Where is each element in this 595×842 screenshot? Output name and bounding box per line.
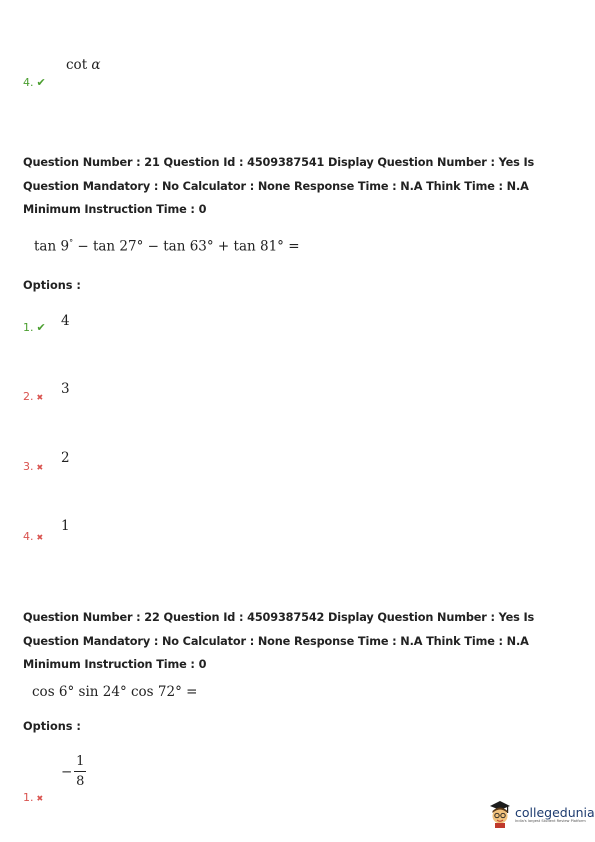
collegedunia-logo[interactable]: [488, 800, 595, 828]
cross-icon: ✖: [36, 463, 44, 472]
option-number: 4.: [23, 530, 34, 543]
question-21-header: Question Number : 21 Question Id : 4509387541 Display Question Number : Yes Is Question Mandatory : No Calculator : None Response Time : N.A Think Time : N.A Minimum Instruction Time : 0: [23, 156, 535, 216]
q21-option-3-value: 2: [61, 450, 70, 466]
prev-option-4-math: cot α: [66, 57, 101, 73]
check-icon: ✔: [36, 321, 46, 334]
cross-icon: ✖: [36, 794, 44, 803]
question-22-header: Question Number : 22 Question Id : 4509387542 Display Question Number : Yes Is Question Mandatory : No Calculator : None Response Time : N.A Think Time : N.A Minimum Instruction Time : 0: [23, 611, 535, 671]
q21-option-2-value: 3: [61, 381, 70, 397]
q22-option-1-value: [61, 754, 86, 789]
prev-option-4-label: [23, 76, 46, 89]
q21-option-1-value: 4: [61, 313, 70, 329]
option-number: 1.: [23, 321, 34, 334]
q22-option-1[interactable]: [23, 791, 43, 804]
cross-icon: ✖: [36, 393, 44, 402]
option-number: 2.: [23, 390, 34, 403]
cross-icon: ✖: [36, 533, 44, 542]
question-22-expression: cos 6° sin 24° cos 72° =: [32, 684, 198, 700]
option-number: 4.: [23, 76, 34, 89]
option-number: 3.: [23, 460, 34, 473]
question-21-expression: tan 9° − tan 27° − tan 63° + tan 81° =: [34, 238, 300, 255]
question-22-options-label: Options :: [23, 720, 81, 733]
minus-sign: −: [61, 763, 73, 780]
q21-option-3[interactable]: [23, 460, 43, 473]
fraction-denominator: 8: [76, 774, 85, 789]
mascot-icon: [488, 800, 512, 828]
q21-option-4[interactable]: [23, 530, 43, 543]
check-icon: ✔: [36, 76, 46, 89]
logo-name: collegedunia: [515, 804, 595, 820]
question-21-options-label: Options :: [23, 279, 81, 292]
option-number: 1.: [23, 791, 34, 804]
q21-option-4-value: 1: [61, 518, 70, 534]
q21-option-2[interactable]: [23, 390, 43, 403]
q21-option-1[interactable]: [23, 321, 46, 334]
fraction: [74, 754, 86, 789]
logo-tagline: India's largest Student Review Platform: [515, 818, 586, 823]
fraction-numerator: 1: [76, 754, 85, 769]
